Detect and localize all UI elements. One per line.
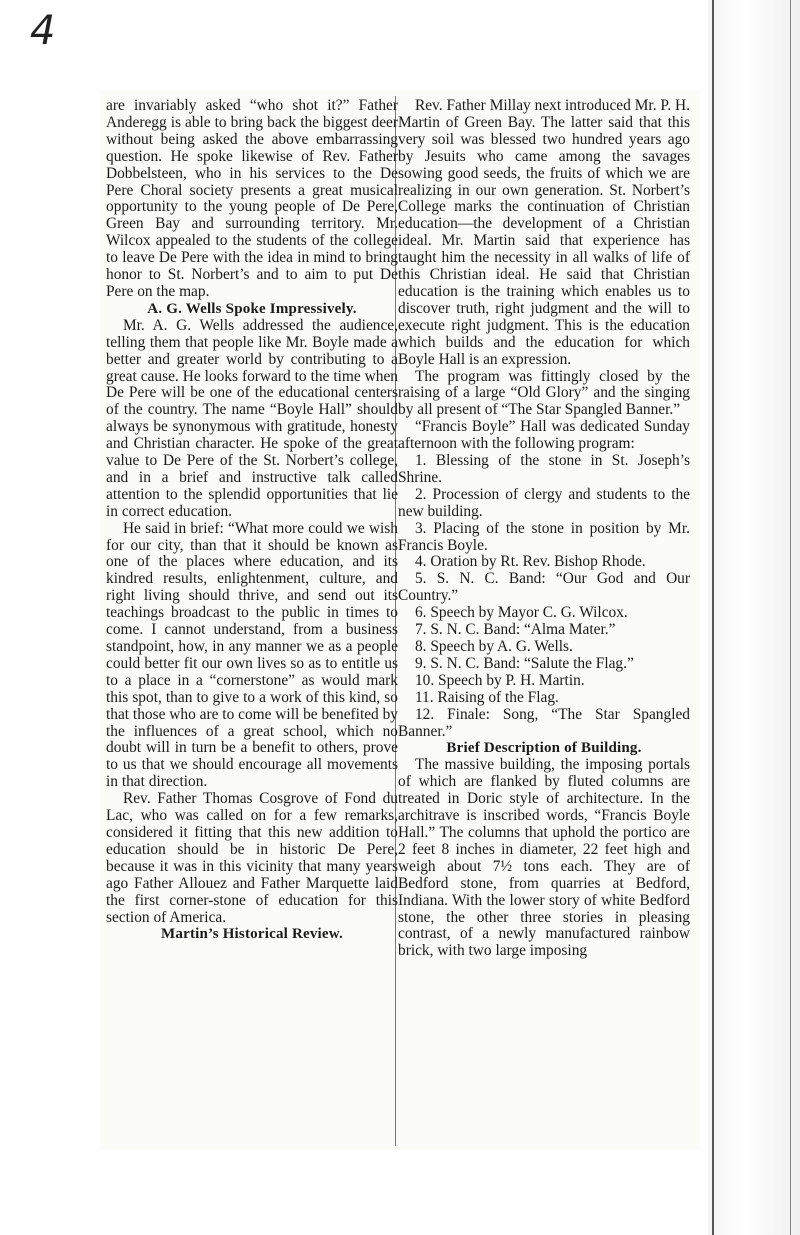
program-item: 5. S. N. C. Band: “Our God and Our Country.” (398, 570, 690, 605)
paragraph: He said in brief: “What more could we wish for our city, than that it should be known as one of the places where education, and its kindred results, enlightenment, culture, and right living should thrive, and send out its teachings broadcast to the public in times to come. I cannot understand, from a business standpoint, how, in any manner we as a people could better fit our own lives so as to entitle us to a place in a “cornerstone” as would mark this spot, than to give to a work of this kind, so that those who are to come will be benefited by the influences of a great school, which no doubt will in turn be a benefit to others, prove to us that we should encourage all movements in that direction. (106, 519, 398, 791)
program-item: 9. S. N. C. Band: “Salute the Flag.” (414, 654, 634, 672)
program-item: 8. Speech by A. G. Wells. (414, 638, 573, 655)
page-number: 4 (30, 8, 56, 54)
paragraph: Rev. Father Millay next introduced Mr. P. H. Martin of Green Bay. The latter said that this very soil was blessed two hundred years ago by Jesuits who came among the savages sowing good seeds, the fruits of which we are realizing in our own generation. St. Norbert’s College marks the continuation of Christian education—the development of a Christian ideal. Mr. Martin said that experience has taught him the necessity in all walks of life of this Christian ideal. He said that Christian education is the training which enables us to discover truth, right judgment and the will to execute right judgment. This is the education which builds and the education for which Boyle Hall is an expression. (398, 97, 690, 368)
program-item: 3. Placing of the stone in position by Mr. Francis Boyle. (398, 519, 690, 554)
paragraph: The program was fittingly closed by the raising of a large “Old Glory” and the singing by all present of “The Star Spangled Banner.” (398, 367, 690, 419)
section-heading: Brief Description of Building. (446, 740, 642, 757)
program-item: 2. Procession of clergy and students to the new building. (398, 485, 690, 520)
paragraph: The massive building, the imposing portals of which are flanked by fluted columns are treated in Doric style of architecture. In the architrave is inscribed words, “Francis Boyle Hall.” The columns that uphold the portico are 2 feet 8 inches in diameter, 22 feet high and weigh about 7½ tons each. They are of Bedford stone, from quarries at Bedford, Indiana. With the lower story of white Bedford stone, the other three stories in pleasing contrast, of a newly manufactured rainbow brick, with two large imposing (398, 756, 690, 960)
program-item: 12. Finale: Song, “The Star Spangled Banner.” (398, 705, 690, 740)
page-edge (708, 0, 800, 1235)
program-item: 10. Speech by P. H. Martin. (414, 671, 585, 689)
program-item: 11. Raising of the Flag. (414, 688, 559, 706)
left-column (106, 98, 398, 943)
paragraph: Mr. A. G. Wells addressed the audience, telling them that people like Mr. Boyle made a better and greater world by contributing to a great cause. He looks forward to the time when De Pere will be one of the educational centers of the country. The name “Boyle Hall” should always be synonymous with gratitude, honesty and Christian character. He spoke of the great value to De Pere of the St. Norbert’s college, and in a brief and instructive talk called attention to the splendid opportunities that lie in correct education. (106, 316, 398, 520)
program-item: 1. Blessing of the stone in St. Joseph’s Shrine. (398, 452, 690, 486)
paragraph: Rev. Father Thomas Cosgrove of Fond du Lac, who was called on for a few remarks, considered it fitting that this new addition to education should be in historic De Pere, because it was in this vicinity that many years ago Father Allouez and Father Marquette laid the first corner-stone of education for this section of America. (106, 790, 398, 926)
paragraph: “Francis Boyle” Hall was dedicated Sunday afternoon with the following program: (398, 418, 690, 453)
section-heading: A. G. Wells Spoke Impressively. (147, 300, 357, 317)
section-heading: Martin’s Historical Review. (161, 926, 343, 943)
program-item: 4. Oration by Rt. Rev. Bishop Rhode. (414, 553, 646, 571)
paragraph: are invariably asked “who shot it?” Father Anderegg is able to bring back the biggest deer without being asked the above embarrassing question. He spoke likewise of Rev. Father Dobbelsteen, who in his services to the De Pere Choral society presents a great musical opportunity to the young people of De Pere, Green Bay and surrounding territory. Mr. Wilcox appealed to the students of the college to leave De Pere with the idea in mind to bring honor to St. Norbert’s and to aim to put De Pere on the map. (106, 97, 398, 300)
right-column (398, 98, 690, 960)
program-item: 7. S. N. C. Band: “Alma Mater.” (414, 621, 616, 639)
program-list (398, 453, 690, 740)
program-item: 6. Speech by Mayor C. G. Wilcox. (414, 604, 628, 622)
